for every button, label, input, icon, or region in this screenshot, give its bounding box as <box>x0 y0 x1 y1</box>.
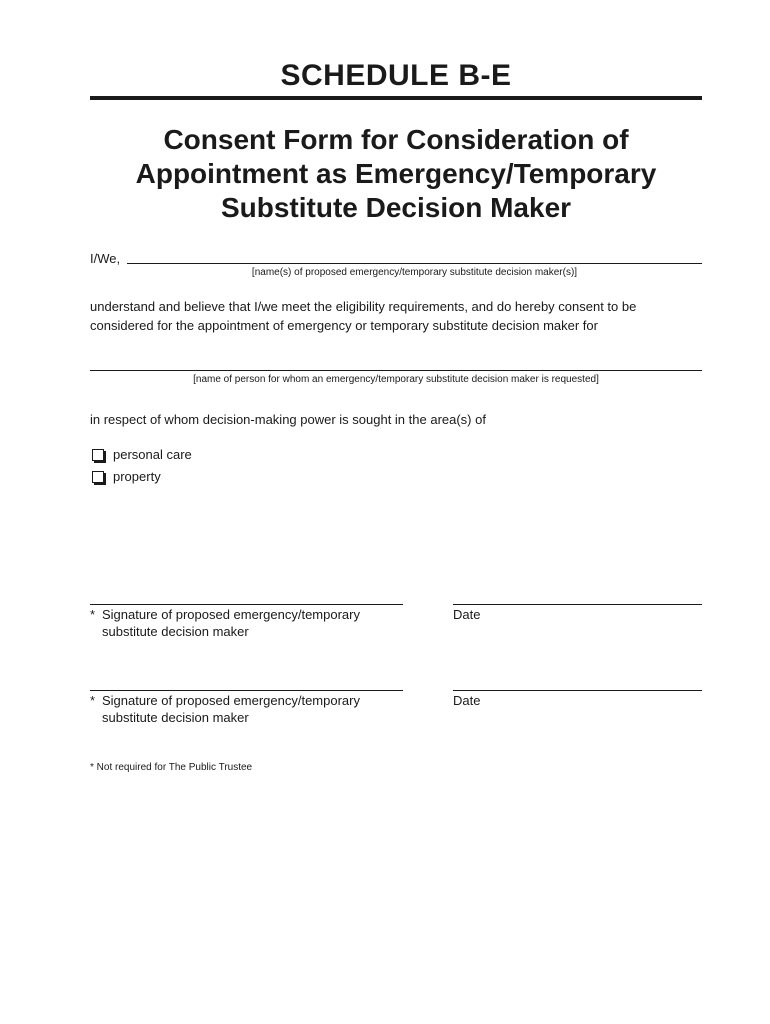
date-label-2: Date <box>453 693 481 708</box>
signature-label-2 <box>90 692 410 726</box>
date-field-2[interactable] <box>453 690 702 691</box>
schedule-heading: SCHEDULE B-E <box>280 59 512 92</box>
areas-intro: in respect of whom decision-making power is sought in the area(s) of <box>90 412 486 427</box>
signature-2-label-line-2: substitute decision maker <box>102 710 249 725</box>
consent-statement <box>90 297 710 335</box>
option-property-label: property <box>113 469 161 484</box>
option-property[interactable] <box>92 469 161 484</box>
form-title-line-1: Consent Form for Consideration of <box>163 124 629 155</box>
option-personal-care[interactable] <box>92 447 192 462</box>
subject-caption: [name of person for whom an emergency/temporary substitute decision maker is requested] <box>193 374 599 385</box>
signature-field-1[interactable] <box>90 604 403 605</box>
applicant-caption: [name(s) of proposed emergency/temporary substitute decision maker(s)] <box>251 267 578 278</box>
consent-statement-line-2: considered for the appointment of emergency or temporary substitute decision maker for <box>90 318 598 333</box>
subject-name-field[interactable] <box>90 370 702 371</box>
footnote: * Not required for The Public Trustee <box>90 762 253 773</box>
checkbox-property[interactable] <box>92 471 104 483</box>
signature-2-label-line-1: Signature of proposed emergency/temporary <box>102 693 360 708</box>
form-title-line-2: Appointment as Emergency/Temporary <box>135 158 657 189</box>
signature-field-2[interactable] <box>90 690 403 691</box>
signature-2-star: * <box>90 693 96 708</box>
option-personal-care-label: personal care <box>113 447 192 462</box>
signature-1-label-line-1: Signature of proposed emergency/temporary <box>102 607 360 622</box>
applicant-name-field[interactable] <box>127 263 702 264</box>
checkbox-personal-care[interactable] <box>92 449 104 461</box>
date-field-1[interactable] <box>453 604 702 605</box>
signature-label-1 <box>90 606 410 640</box>
applicant-label: I/We, <box>90 251 121 266</box>
date-label-1: Date <box>453 607 481 622</box>
heading-rule <box>90 96 702 100</box>
consent-statement-line-1: understand and believe that I/we meet the eligibility requirements, and do hereby consent to be <box>90 299 637 314</box>
signature-1-label-line-2: substitute decision maker <box>102 624 249 639</box>
form-title-line-3: Substitute Decision Maker <box>220 192 572 223</box>
signature-1-star: * <box>90 607 96 622</box>
form-title <box>90 123 702 225</box>
